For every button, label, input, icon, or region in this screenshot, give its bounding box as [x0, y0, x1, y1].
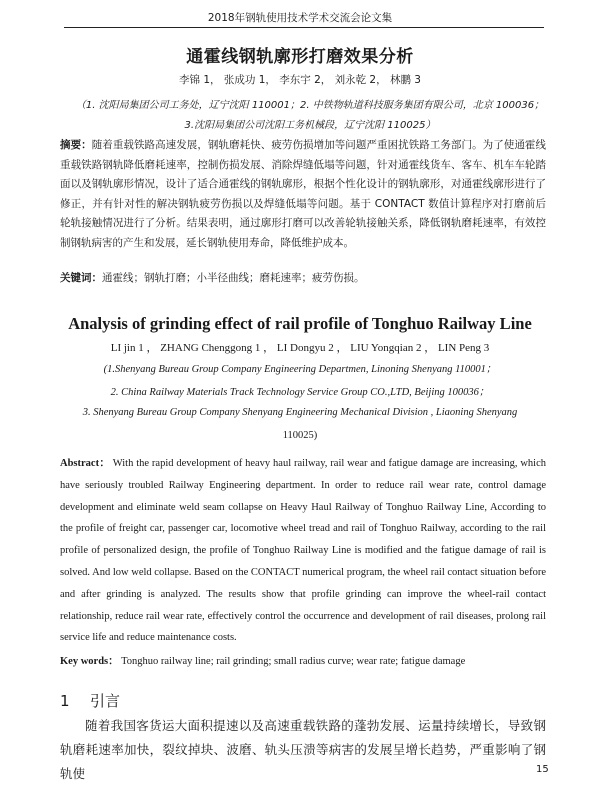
header-divider [64, 27, 544, 28]
section-number: 1 [60, 692, 70, 710]
affiliation-english-line-2: 2. China Railway Materials Track Technology Service Group CO.,LTD, Beijing 100036； [110, 387, 490, 398]
keywords-chinese-label: 关键词： [60, 272, 102, 284]
abstract-chinese-text: 随着重载铁路高速发展，钢轨磨耗快、疲劳伤损增加等问题严重困扰铁路工务部门。为了使通霍线重载铁路钢轨降低磨耗速率，控制伤损发展、消除焊缝低塌等问题，针对通霍线货车、客车、机车车轮踏面以及钢轨廓形情况，设计了适合通霍线的钢轨廓形，根据个性化设计的钢轨廓形，对通霍线廓形进行了修正，并有针对性的解决钢轨疲劳伤损以及焊缝低塌等问题。基于 CONTACT 数值计算程序对打磨前后轮轨接触情况进行了分析。结果表明，通过廓形打磨可以改善轮轨接触关系，降低钢轨磨耗速率，有效控制钢轨病害的产生和发展，延长钢轨使用寿命，降低维护成本。 [60, 139, 547, 249]
abstract-english-label: Abstract： [60, 458, 111, 469]
abstract-english-text: With the rapid development of heavy haul railway, rail wear and fatigue damage are increasing, which have seriously troubled Railway Engineering department. In order to reduce rail wear rate, control damage development and eliminate weld seam collapse on Heavy Haul Railway of Tonghuo Railway Line, According to the profile of freight car, passenger car, locomotive wheel tread and rail of Tonghuo Railway, according to the rail profile of personalized design, the profile of Tonghuo Railway Line is modified and the fatigue damage of rail is solved. And low weld collapse. Based on the CONTACT numerical program, the wheel rail contact situation before and after grinding is analyzed. The results show that profile grinding can improve the wheel-rail contact relationship, reduce rail wear rate, effectively control the occurrence and development of rail diseases, prolong rail service life and reduce maintenance costs. [60, 458, 547, 644]
abstract-english [60, 453, 546, 649]
running-header: 2018年钢轨使用技术学术交流会论文集 [207, 12, 393, 24]
keywords-english [60, 651, 546, 673]
keywords-english-text: Tonghuo railway line; rail grinding; small radius curve; wear rate; fatigue damage [121, 656, 466, 667]
affiliation-english-line-4: 110025) [282, 430, 318, 441]
keywords-chinese [60, 269, 546, 289]
introduction-paragraph: 随着我国客货运大面积提速以及高速重载铁路的蓬勃发展、运量持续增长，导致钢轨磨耗速率加快，裂纹掉块、波磨、轨头压溃等病害的发展呈增长趋势，严重影响了钢轨使 [60, 718, 546, 781]
authors-english: LI jin 1 ， ZHANG Chenggong 1 ， LI Dongyu 2 ， LIU Yongqian 2 ， LIN Peng 3 [110, 342, 490, 354]
section-heading-introduction [60, 690, 120, 711]
affiliation-chinese-line-1: （1. 沈阳局集团公司工务处，辽宁沈阳 110001；2. 中铁物轨道科技服务集团有限公司，北京 100036； [75, 100, 545, 111]
title-english: Analysis of grinding effect of rail profile of Tonghuo Railway Line [68, 314, 532, 333]
affiliation-english-line-1: (1.Shenyang Bureau Group Company Engineering Departmen, Linoning Shenyang 110001； [103, 364, 497, 375]
keywords-english-label: Key words： [60, 656, 119, 667]
page-number: 15 [536, 764, 549, 775]
title-chinese: 通霍线钢轨廓形打磨效果分析 [186, 47, 414, 67]
keywords-chinese-text: 通霍线；钢轨打磨；小半径曲线；磨耗速率；疲劳伤损。 [102, 272, 365, 284]
affiliation-english-line-3: 3. Shenyang Bureau Group Company Shenyang Engineering Mechanical Division , Liaoning Shenyang [82, 407, 518, 418]
section-title: 引言 [90, 692, 121, 710]
affiliation-chinese-line-2: 3.沈阳局集团公司沈阳工务机械段，辽宁沈阳 110025） [184, 120, 436, 131]
abstract-chinese [60, 136, 546, 253]
abstract-chinese-label: 摘要： [60, 139, 92, 151]
authors-chinese: 李锦 1， 张成功 1， 李东宇 2， 刘永乾 2， 林鹏 3 [179, 74, 421, 86]
